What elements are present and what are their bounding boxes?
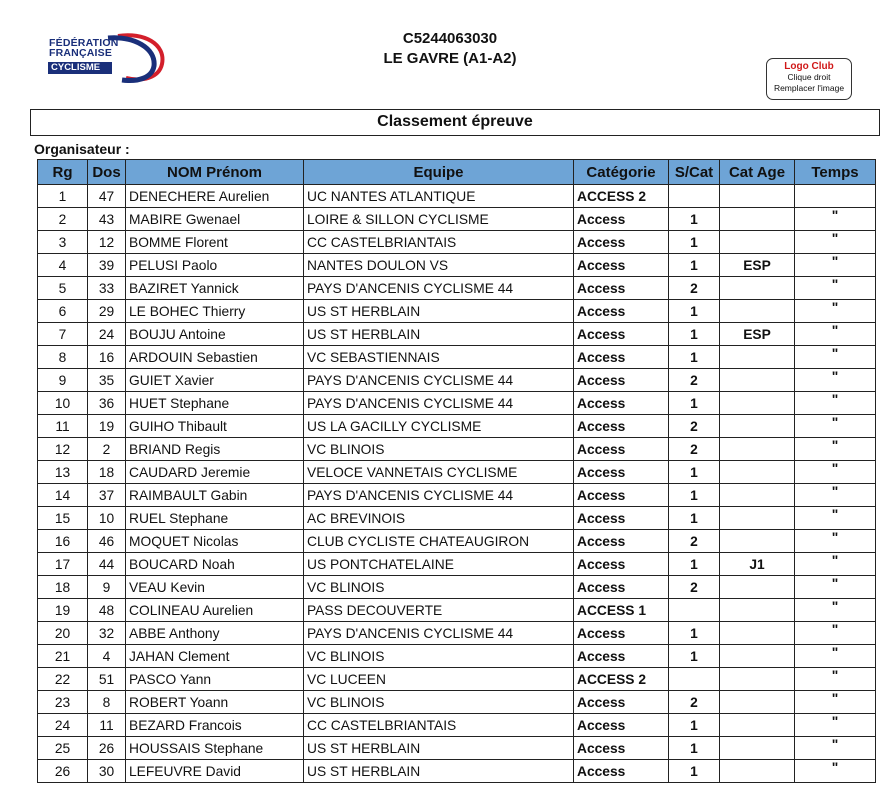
cell-rg: 5 bbox=[38, 277, 88, 300]
cell-nom: GUIHO Thibault bbox=[126, 415, 304, 438]
table-row bbox=[38, 622, 876, 645]
table-row bbox=[38, 576, 876, 599]
logo-club-line2: Remplacer l'image bbox=[773, 83, 845, 93]
cell-nom: BAZIRET Yannick bbox=[126, 277, 304, 300]
table-row bbox=[38, 208, 876, 231]
cell-temps: " bbox=[795, 300, 876, 323]
cell-cat-age bbox=[720, 576, 795, 599]
table-row bbox=[38, 438, 876, 461]
cell-temps: " bbox=[795, 415, 876, 438]
cell-categorie: Access bbox=[574, 300, 669, 323]
cell-scat: 1 bbox=[669, 392, 720, 415]
cell-scat: 1 bbox=[669, 208, 720, 231]
cell-rg: 11 bbox=[38, 415, 88, 438]
cell-categorie: Access bbox=[574, 415, 669, 438]
cell-dos: 47 bbox=[88, 185, 126, 208]
cell-cat-age bbox=[720, 691, 795, 714]
cell-dos: 43 bbox=[88, 208, 126, 231]
cell-equipe: VC BLINOIS bbox=[304, 438, 574, 461]
race-title: LE GAVRE (A1-A2) bbox=[383, 50, 517, 67]
cell-scat: 2 bbox=[669, 438, 720, 461]
cell-nom: LE BOHEC Thierry bbox=[126, 300, 304, 323]
cell-temps: " bbox=[795, 668, 876, 691]
ffc-band: CYCLISME bbox=[48, 62, 112, 74]
cell-cat-age bbox=[720, 484, 795, 507]
cell-temps: " bbox=[795, 507, 876, 530]
cell-equipe: VELOCE VANNETAIS CYCLISME bbox=[304, 461, 574, 484]
cell-rg: 4 bbox=[38, 254, 88, 277]
cell-scat: 1 bbox=[669, 231, 720, 254]
cell-dos: 9 bbox=[88, 576, 126, 599]
cell-equipe: NANTES DOULON VS bbox=[304, 254, 574, 277]
ffc-line2: FRANÇAISE bbox=[49, 47, 113, 59]
cell-dos: 19 bbox=[88, 415, 126, 438]
cell-equipe: VC SEBASTIENNAIS bbox=[304, 346, 574, 369]
cell-equipe: US ST HERBLAIN bbox=[304, 760, 574, 783]
cell-nom: PASCO Yann bbox=[126, 668, 304, 691]
cell-nom: HUET Stephane bbox=[126, 392, 304, 415]
cell-cat-age bbox=[720, 369, 795, 392]
cell-scat: 1 bbox=[669, 507, 720, 530]
cell-rg: 19 bbox=[38, 599, 88, 622]
race-code: C5244063030 bbox=[402, 30, 498, 47]
col-cat-age: Cat Age bbox=[720, 160, 795, 185]
cell-nom: ROBERT Yoann bbox=[126, 691, 304, 714]
cell-temps: " bbox=[795, 369, 876, 392]
cell-equipe: PASS DECOUVERTE bbox=[304, 599, 574, 622]
cell-dos: 11 bbox=[88, 714, 126, 737]
table-row bbox=[38, 185, 876, 208]
cell-rg: 7 bbox=[38, 323, 88, 346]
cell-nom: VEAU Kevin bbox=[126, 576, 304, 599]
cell-cat-age: ESP bbox=[720, 254, 795, 277]
cell-equipe: CC CASTELBRIANTAIS bbox=[304, 714, 574, 737]
ffc-line1: FÉDÉRATION bbox=[49, 37, 119, 49]
cell-nom: BOUCARD Noah bbox=[126, 553, 304, 576]
cell-categorie: Access bbox=[574, 208, 669, 231]
cell-categorie: Access bbox=[574, 507, 669, 530]
cell-cat-age bbox=[720, 277, 795, 300]
cell-scat bbox=[669, 185, 720, 208]
cell-nom: ARDOUIN Sebastien bbox=[126, 346, 304, 369]
col-rg: Rg bbox=[38, 160, 88, 185]
table-row bbox=[38, 553, 876, 576]
cell-dos: 51 bbox=[88, 668, 126, 691]
cell-dos: 12 bbox=[88, 231, 126, 254]
cell-dos: 44 bbox=[88, 553, 126, 576]
cell-categorie: Access bbox=[574, 369, 669, 392]
cell-dos: 24 bbox=[88, 323, 126, 346]
cell-dos: 35 bbox=[88, 369, 126, 392]
cell-scat: 1 bbox=[669, 553, 720, 576]
cell-scat: 1 bbox=[669, 323, 720, 346]
table-row bbox=[38, 507, 876, 530]
cell-dos: 46 bbox=[88, 530, 126, 553]
cell-categorie: Access bbox=[574, 346, 669, 369]
cell-temps: " bbox=[795, 277, 876, 300]
cell-categorie: Access bbox=[574, 392, 669, 415]
cell-rg: 23 bbox=[38, 691, 88, 714]
table-row bbox=[38, 346, 876, 369]
cell-equipe: US PONTCHATELAINE bbox=[304, 553, 574, 576]
cell-scat: 1 bbox=[669, 346, 720, 369]
cell-temps: " bbox=[795, 323, 876, 346]
cell-categorie: Access bbox=[574, 622, 669, 645]
cell-equipe: VC BLINOIS bbox=[304, 576, 574, 599]
cell-cat-age bbox=[720, 760, 795, 783]
cell-rg: 25 bbox=[38, 737, 88, 760]
cell-rg: 17 bbox=[38, 553, 88, 576]
col-dos: Dos bbox=[88, 160, 126, 185]
cell-scat: 2 bbox=[669, 576, 720, 599]
cell-categorie: Access bbox=[574, 576, 669, 599]
cell-temps: " bbox=[795, 461, 876, 484]
cell-equipe: UC NANTES ATLANTIQUE bbox=[304, 185, 574, 208]
cell-dos: 39 bbox=[88, 254, 126, 277]
cell-categorie: Access bbox=[574, 530, 669, 553]
cell-scat: 1 bbox=[669, 622, 720, 645]
cell-cat-age bbox=[720, 208, 795, 231]
cell-categorie: Access bbox=[574, 645, 669, 668]
cell-dos: 4 bbox=[88, 645, 126, 668]
cell-dos: 26 bbox=[88, 737, 126, 760]
cell-equipe: PAYS D'ANCENIS CYCLISME 44 bbox=[304, 622, 574, 645]
cell-categorie: Access bbox=[574, 438, 669, 461]
cell-equipe: VC BLINOIS bbox=[304, 645, 574, 668]
cell-nom: HOUSSAIS Stephane bbox=[126, 737, 304, 760]
cell-temps: " bbox=[795, 346, 876, 369]
cell-cat-age bbox=[720, 185, 795, 208]
organisateur-label: Organisateur : bbox=[34, 141, 130, 157]
cell-scat bbox=[669, 668, 720, 691]
col-equipe: Equipe bbox=[304, 160, 574, 185]
cell-scat bbox=[669, 599, 720, 622]
cell-scat: 2 bbox=[669, 369, 720, 392]
cell-categorie: Access bbox=[574, 691, 669, 714]
cell-temps: " bbox=[795, 691, 876, 714]
cell-rg: 12 bbox=[38, 438, 88, 461]
cell-dos: 37 bbox=[88, 484, 126, 507]
cell-cat-age bbox=[720, 415, 795, 438]
section-title: Classement épreuve bbox=[30, 109, 880, 136]
cell-categorie: Access bbox=[574, 323, 669, 346]
cell-equipe: AC BREVINOIS bbox=[304, 507, 574, 530]
cell-equipe: CLUB CYCLISTE CHATEAUGIRON bbox=[304, 530, 574, 553]
cell-scat: 1 bbox=[669, 645, 720, 668]
cell-cat-age bbox=[720, 668, 795, 691]
cell-equipe: PAYS D'ANCENIS CYCLISME 44 bbox=[304, 484, 574, 507]
cell-cat-age bbox=[720, 507, 795, 530]
cell-rg: 15 bbox=[38, 507, 88, 530]
cell-cat-age: ESP bbox=[720, 323, 795, 346]
table-row bbox=[38, 254, 876, 277]
table-row bbox=[38, 668, 876, 691]
cell-categorie: Access bbox=[574, 737, 669, 760]
cell-cat-age bbox=[720, 645, 795, 668]
table-row bbox=[38, 599, 876, 622]
table-row bbox=[38, 530, 876, 553]
cell-scat: 1 bbox=[669, 484, 720, 507]
cell-cat-age bbox=[720, 461, 795, 484]
cell-nom: DENECHERE Aurelien bbox=[126, 185, 304, 208]
cell-cat-age: J1 bbox=[720, 553, 795, 576]
cell-nom: MOQUET Nicolas bbox=[126, 530, 304, 553]
cell-dos: 8 bbox=[88, 691, 126, 714]
cell-temps: " bbox=[795, 622, 876, 645]
cell-scat: 2 bbox=[669, 415, 720, 438]
logo-club-placeholder[interactable] bbox=[766, 58, 852, 100]
cell-scat: 2 bbox=[669, 277, 720, 300]
cell-equipe: PAYS D'ANCENIS CYCLISME 44 bbox=[304, 369, 574, 392]
cell-scat: 1 bbox=[669, 461, 720, 484]
cell-rg: 9 bbox=[38, 369, 88, 392]
cell-categorie: Access bbox=[574, 461, 669, 484]
table-row bbox=[38, 714, 876, 737]
cell-scat: 1 bbox=[669, 714, 720, 737]
cell-equipe: US ST HERBLAIN bbox=[304, 323, 574, 346]
cell-dos: 18 bbox=[88, 461, 126, 484]
cell-scat: 2 bbox=[669, 530, 720, 553]
cell-equipe: PAYS D'ANCENIS CYCLISME 44 bbox=[304, 277, 574, 300]
cell-rg: 21 bbox=[38, 645, 88, 668]
table-row bbox=[38, 461, 876, 484]
table-row bbox=[38, 277, 876, 300]
cell-dos: 36 bbox=[88, 392, 126, 415]
cell-dos: 10 bbox=[88, 507, 126, 530]
cell-equipe: US ST HERBLAIN bbox=[304, 737, 574, 760]
cell-rg: 26 bbox=[38, 760, 88, 783]
cell-rg: 16 bbox=[38, 530, 88, 553]
cell-dos: 33 bbox=[88, 277, 126, 300]
cell-temps bbox=[795, 185, 876, 208]
cell-nom: MABIRE Gwenael bbox=[126, 208, 304, 231]
cell-cat-age bbox=[720, 737, 795, 760]
cell-dos: 16 bbox=[88, 346, 126, 369]
cell-scat: 1 bbox=[669, 760, 720, 783]
cell-nom: ABBE Anthony bbox=[126, 622, 304, 645]
table-row bbox=[38, 415, 876, 438]
cell-rg: 1 bbox=[38, 185, 88, 208]
cell-equipe: CC CASTELBRIANTAIS bbox=[304, 231, 574, 254]
cell-nom: CAUDARD Jeremie bbox=[126, 461, 304, 484]
cell-categorie: ACCESS 1 bbox=[574, 599, 669, 622]
cell-nom: BOMME Florent bbox=[126, 231, 304, 254]
cell-nom: GUIET Xavier bbox=[126, 369, 304, 392]
cell-temps: " bbox=[795, 392, 876, 415]
table-row bbox=[38, 369, 876, 392]
cell-nom: LEFEUVRE David bbox=[126, 760, 304, 783]
table-row bbox=[38, 737, 876, 760]
cell-equipe: VC LUCEEN bbox=[304, 668, 574, 691]
cell-rg: 2 bbox=[38, 208, 88, 231]
cell-categorie: Access bbox=[574, 553, 669, 576]
cell-nom: BEZARD Francois bbox=[126, 714, 304, 737]
cell-equipe: US LA GACILLY CYCLISME bbox=[304, 415, 574, 438]
cell-rg: 6 bbox=[38, 300, 88, 323]
cell-temps: " bbox=[795, 484, 876, 507]
cell-rg: 14 bbox=[38, 484, 88, 507]
cell-cat-age bbox=[720, 599, 795, 622]
cell-dos: 2 bbox=[88, 438, 126, 461]
cell-equipe: VC BLINOIS bbox=[304, 691, 574, 714]
table-row bbox=[38, 760, 876, 783]
cell-categorie: Access bbox=[574, 254, 669, 277]
cell-dos: 29 bbox=[88, 300, 126, 323]
cell-rg: 24 bbox=[38, 714, 88, 737]
cell-rg: 3 bbox=[38, 231, 88, 254]
cell-temps: " bbox=[795, 254, 876, 277]
col-nom: NOM Prénom bbox=[126, 160, 304, 185]
cell-temps: " bbox=[795, 530, 876, 553]
cell-categorie: ACCESS 2 bbox=[574, 185, 669, 208]
cell-temps: " bbox=[795, 737, 876, 760]
cell-cat-age bbox=[720, 622, 795, 645]
cell-rg: 18 bbox=[38, 576, 88, 599]
cell-temps: " bbox=[795, 599, 876, 622]
cell-temps: " bbox=[795, 208, 876, 231]
cell-temps: " bbox=[795, 553, 876, 576]
table-row bbox=[38, 645, 876, 668]
cell-rg: 10 bbox=[38, 392, 88, 415]
cell-categorie: ACCESS 2 bbox=[574, 668, 669, 691]
cell-nom: BOUJU Antoine bbox=[126, 323, 304, 346]
cell-scat: 1 bbox=[669, 300, 720, 323]
table-row bbox=[38, 231, 876, 254]
col-categorie: Catégorie bbox=[574, 160, 669, 185]
cell-dos: 30 bbox=[88, 760, 126, 783]
cell-nom: COLINEAU Aurelien bbox=[126, 599, 304, 622]
cell-temps: " bbox=[795, 645, 876, 668]
col-temps: Temps bbox=[795, 160, 876, 185]
cell-dos: 48 bbox=[88, 599, 126, 622]
ffc-logo bbox=[44, 30, 174, 86]
logo-club-title: Logo Club bbox=[784, 61, 834, 72]
cell-cat-age bbox=[720, 231, 795, 254]
table-header-row bbox=[38, 160, 876, 185]
cell-categorie: Access bbox=[574, 484, 669, 507]
cell-cat-age bbox=[720, 392, 795, 415]
cell-nom: JAHAN Clement bbox=[126, 645, 304, 668]
table-row bbox=[38, 323, 876, 346]
cell-temps: " bbox=[795, 438, 876, 461]
cell-categorie: Access bbox=[574, 714, 669, 737]
cell-nom: RUEL Stephane bbox=[126, 507, 304, 530]
cell-dos: 32 bbox=[88, 622, 126, 645]
cell-nom: PELUSI Paolo bbox=[126, 254, 304, 277]
table-row bbox=[38, 484, 876, 507]
cell-nom: BRIAND Regis bbox=[126, 438, 304, 461]
results-table bbox=[37, 159, 876, 783]
cell-scat: 2 bbox=[669, 691, 720, 714]
cell-categorie: Access bbox=[574, 231, 669, 254]
cell-temps: " bbox=[795, 576, 876, 599]
cell-nom: RAIMBAULT Gabin bbox=[126, 484, 304, 507]
cell-categorie: Access bbox=[574, 277, 669, 300]
cell-equipe: PAYS D'ANCENIS CYCLISME 44 bbox=[304, 392, 574, 415]
cell-rg: 8 bbox=[38, 346, 88, 369]
cell-cat-age bbox=[720, 438, 795, 461]
cell-equipe: US ST HERBLAIN bbox=[304, 300, 574, 323]
cell-temps: " bbox=[795, 231, 876, 254]
cell-rg: 22 bbox=[38, 668, 88, 691]
cell-categorie: Access bbox=[574, 760, 669, 783]
col-scat: S/Cat bbox=[669, 160, 720, 185]
cell-cat-age bbox=[720, 346, 795, 369]
table-row bbox=[38, 392, 876, 415]
cell-equipe: LOIRE & SILLON CYCLISME bbox=[304, 208, 574, 231]
cell-scat: 1 bbox=[669, 737, 720, 760]
table-row bbox=[38, 691, 876, 714]
cell-rg: 13 bbox=[38, 461, 88, 484]
cell-rg: 20 bbox=[38, 622, 88, 645]
cell-cat-age bbox=[720, 714, 795, 737]
logo-club-line1: Clique droit bbox=[787, 72, 831, 82]
cell-temps: " bbox=[795, 760, 876, 783]
cell-temps: " bbox=[795, 714, 876, 737]
cell-cat-age bbox=[720, 300, 795, 323]
table-row bbox=[38, 300, 876, 323]
cell-scat: 1 bbox=[669, 254, 720, 277]
cell-cat-age bbox=[720, 530, 795, 553]
